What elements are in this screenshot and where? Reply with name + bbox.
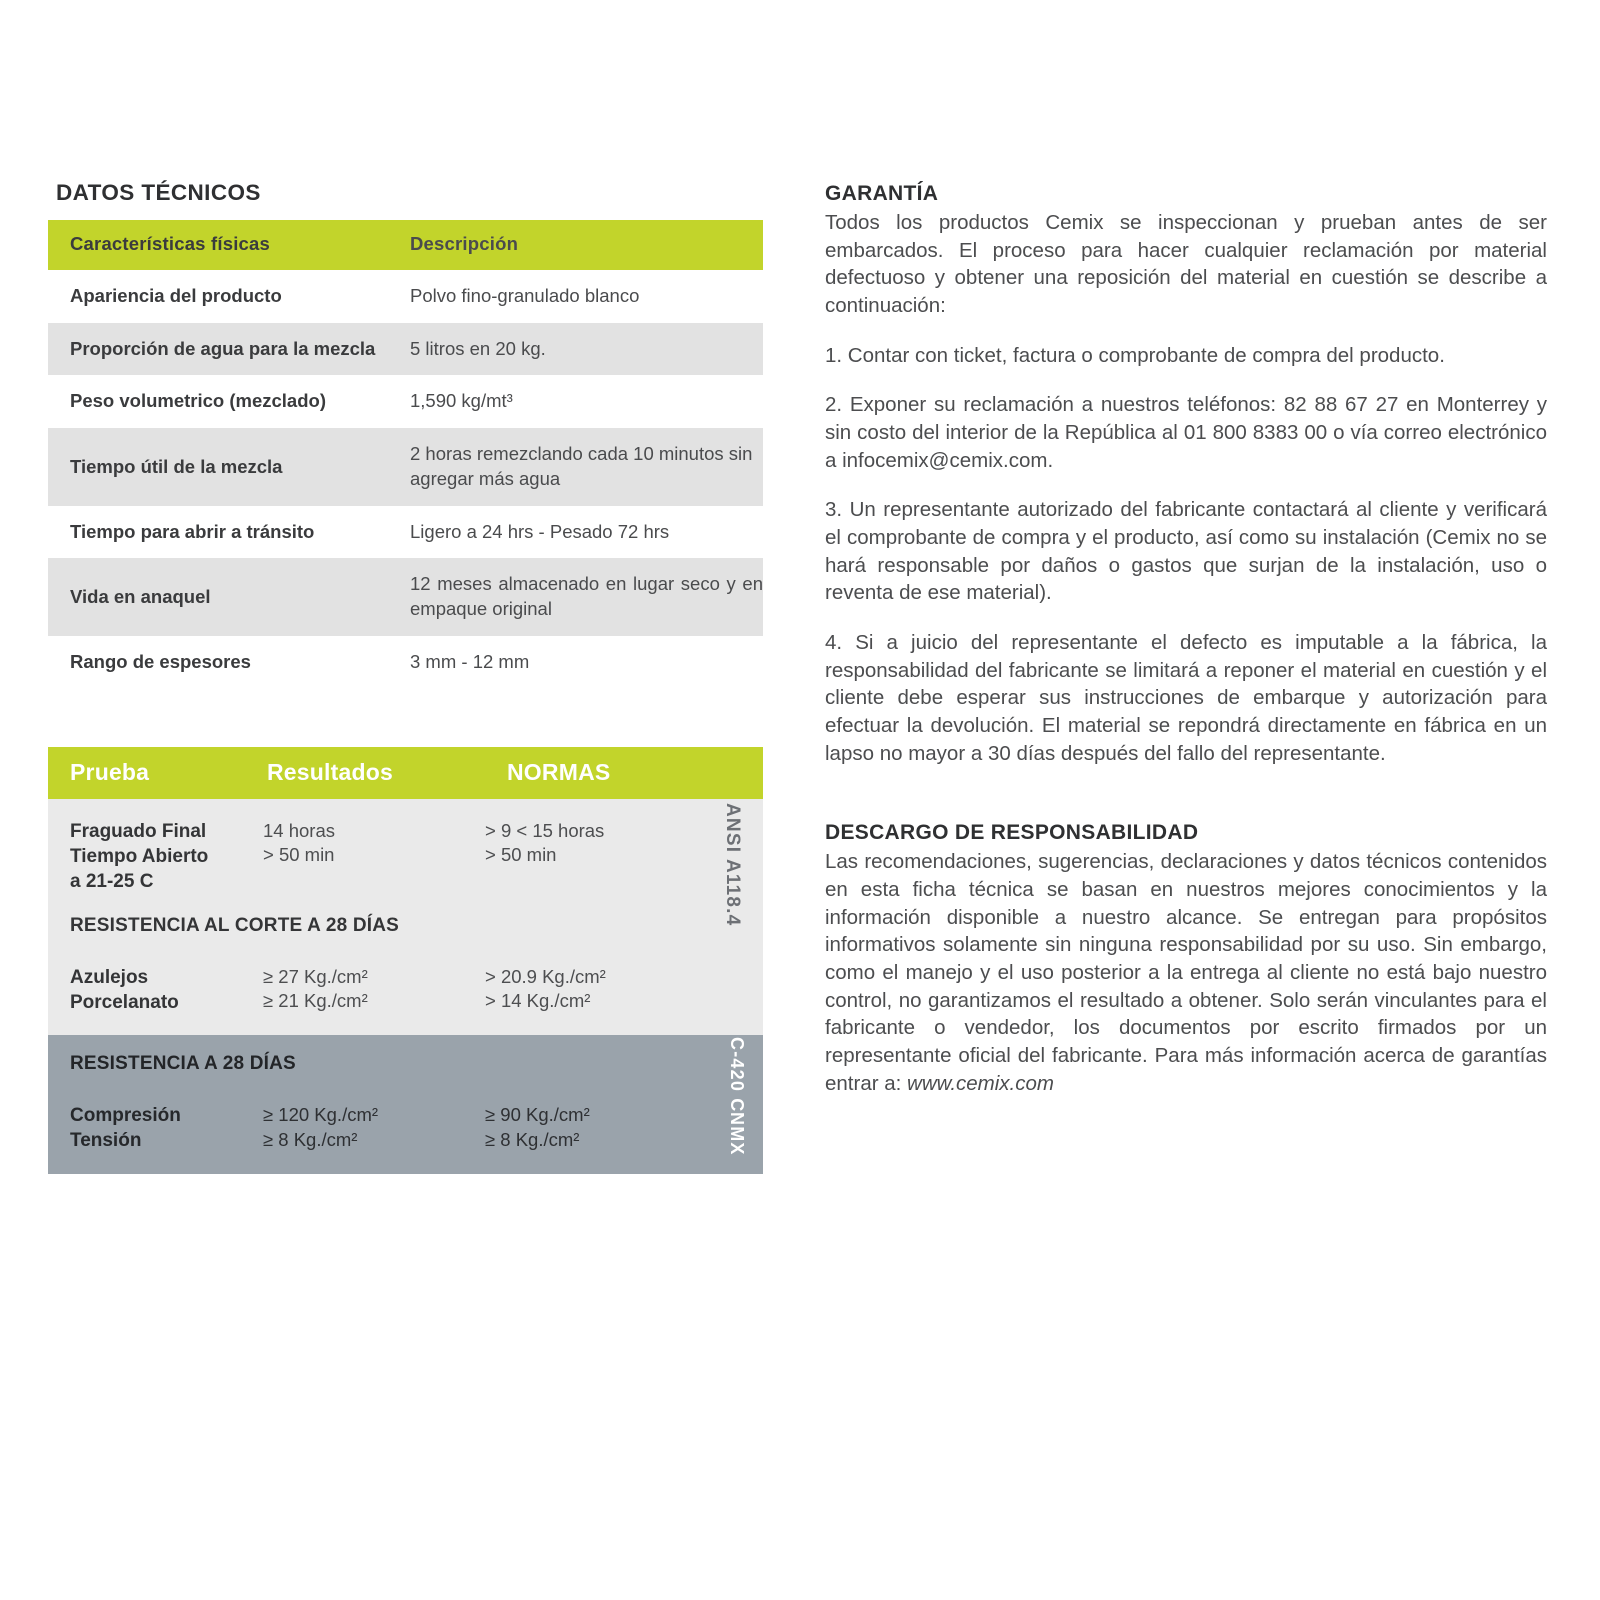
right-column — [825, 180, 1547, 1097]
row-label: Azulejos — [70, 966, 149, 988]
subsection-heading-resistencia: RESISTENCIA A 28 DÍAS — [70, 1053, 296, 1075]
test-group-ansi — [48, 799, 763, 1035]
warranty-item-3: 3. Un representante autorizado del fabricante contactará al cliente y verificará el comprobante de compra y el producto, así como su instalación (Cemix no se hará responsable por daños o gastos que surjan de la instalación, uso o reventa de ese material). — [825, 498, 1547, 605]
row-norm: > 14 Kg./cm² — [485, 990, 591, 1012]
row-label: Rango de espesores — [48, 636, 400, 689]
row-result: ≥ 120 Kg./cm² — [263, 1104, 379, 1126]
table-row — [48, 270, 763, 323]
row-norm: > 50 min — [485, 844, 557, 866]
table-row — [48, 558, 763, 636]
row-value: 2 horas remezclando cada 10 minutos sin agregar más agua — [400, 428, 763, 506]
column-header-prueba: Prueba — [48, 747, 263, 799]
table-header-row — [48, 747, 763, 799]
row-norm: ≥ 90 Kg./cm² — [485, 1104, 590, 1126]
row-value: 1,590 kg/mt³ — [400, 375, 763, 428]
row-label: Tiempo Abierto — [70, 846, 209, 868]
row-norm: > 9 < 15 horas — [485, 819, 605, 841]
row-label: Tiempo útil de la mezcla — [48, 428, 400, 506]
table-body — [48, 270, 763, 689]
group-results — [263, 965, 485, 1016]
norm-label-nmx — [727, 1037, 747, 1156]
table-row — [48, 323, 763, 376]
test-group-nmx — [48, 1035, 763, 1174]
warranty-item-4: 4. Si a juicio del representante el defecto es imputable a la fábrica, la responsabilidad del fabricante se limitará a reponer el material en cuestión y el cliente debe esperar sus instrucciones de embarque y autorización para efectuar la devolución. El material se repondrá directamente en fábrica en un lapso no mayor a 30 días después del fallo del representante. — [825, 631, 1547, 765]
warranty-item-1: 1. Contar con ticket, factura o comprobante de compra del producto. — [825, 343, 1445, 367]
column-header-resultados: Resultados — [263, 747, 485, 799]
group-labels — [70, 965, 263, 1016]
row-value: Polvo fino-granulado blanco — [400, 270, 763, 323]
row-result: > 50 min — [263, 844, 335, 866]
subsection-heading-corte: RESISTENCIA AL CORTE A 28 DÍAS — [70, 914, 400, 936]
resistencia-rows — [48, 1083, 763, 1174]
table-row — [48, 428, 763, 506]
column-header-normas: NORMAS — [485, 747, 695, 799]
norm-label-ansi: ANSI A118.4 — [722, 802, 743, 927]
row-result: ≥ 21 Kg./cm² — [263, 990, 368, 1012]
row-norm: ≥ 8 Kg./cm² — [485, 1128, 580, 1150]
row-label: Vida en anaquel — [48, 558, 400, 636]
table-row — [48, 506, 763, 559]
group-norms — [485, 1103, 717, 1154]
row-value: Ligero a 24 hrs - Pesado 72 hrs — [400, 506, 763, 559]
row-result: 14 horas — [263, 819, 335, 841]
group-results — [263, 1103, 485, 1154]
section-spacer — [825, 767, 1547, 821]
row-value: 12 meses almacenado en lugar seco y en empaque original — [400, 558, 763, 636]
row-label: Tensión — [70, 1130, 142, 1152]
row-label: Apariencia del producto — [48, 270, 400, 323]
fraguado-rows — [48, 799, 763, 915]
column-header-description: Descripción — [400, 220, 763, 270]
row-label: Proporción de agua para la mezcla — [48, 323, 400, 376]
row-label: Fraguado Final — [70, 820, 207, 842]
column-header-spacer — [695, 747, 763, 799]
table-row — [48, 636, 763, 689]
row-norm: > 20.9 Kg./cm² — [485, 965, 606, 987]
group-norms — [485, 819, 717, 895]
row-label: Compresión — [70, 1105, 181, 1127]
row-label: Tiempo para abrir a tránsito — [48, 506, 400, 559]
norm-label-nmx-line2: C-420 C — [727, 1036, 747, 1113]
disclaimer-heading: DESCARGO DE RESPONSABILIDAD — [825, 821, 1199, 845]
row-value: 3 mm - 12 mm — [400, 636, 763, 689]
row-result: ≥ 8 Kg./cm² — [263, 1128, 358, 1150]
page-title: DATOS TÉCNICOS — [56, 180, 261, 205]
warranty-intro: Todos los productos Cemix se inspeccionan y prueban antes de ser embarcados. El proceso para hacer cualquier reclamación por material defectuoso y obtener una reposición del material en cuestión se describe a continuación: — [825, 211, 1547, 318]
table-row — [48, 375, 763, 428]
website-link[interactable]: www.cemix.com — [907, 1071, 1054, 1095]
corte-rows — [48, 945, 763, 1036]
column-header-characteristics: Características físicas — [48, 220, 400, 270]
group-results — [263, 819, 485, 895]
disclaimer-body — [825, 848, 1547, 1097]
row-value: 5 litros en 20 kg. — [400, 323, 763, 376]
test-results-header — [48, 747, 763, 799]
group-labels — [70, 1103, 263, 1154]
row-label: a 21-25 C — [70, 871, 154, 893]
physical-characteristics-table — [48, 220, 763, 689]
warranty-item-2: 2. Exponer su reclamación a nuestros teléfonos: 82 88 67 27 en Monterrey y sin costo del interior de la República al 01 800 8383 00 o vía correo electrónico a infocemix@cemix.com. — [825, 393, 1547, 472]
group-labels — [70, 819, 263, 895]
row-label: Porcelanato — [70, 991, 179, 1013]
left-column — [48, 180, 763, 1174]
table-header-row — [48, 220, 763, 270]
row-result: ≥ 27 Kg./cm² — [263, 965, 368, 987]
group-norms — [485, 965, 717, 1016]
norm-label-nmx-line1: NMX — [727, 1112, 747, 1156]
test-results-table — [48, 747, 763, 1174]
row-label: Peso volumetrico (mezclado) — [48, 375, 400, 428]
disclaimer-text: Las recomendaciones, sugerencias, declaraciones y datos técnicos contenidos en esta ficha técnica se basan en nuestros mejores conocimientos y la información disponible a nuestro alcance. Se entregan para propósitos informativos solamente sin ninguna responsabilidad por su uso. Sin embargo, como el manejo y el uso posterior a la entrega al cliente no está bajo nuestro control, no garantizamos el resultado a obtener. Solo serán vinculantes para el fabricante o vendedor, los documentos por escrito firmados por un representante oficial del fabricante. Para más información acerca de garantías entrar a: — [825, 850, 1547, 1095]
warranty-heading: GARANTÍA — [825, 182, 939, 205]
